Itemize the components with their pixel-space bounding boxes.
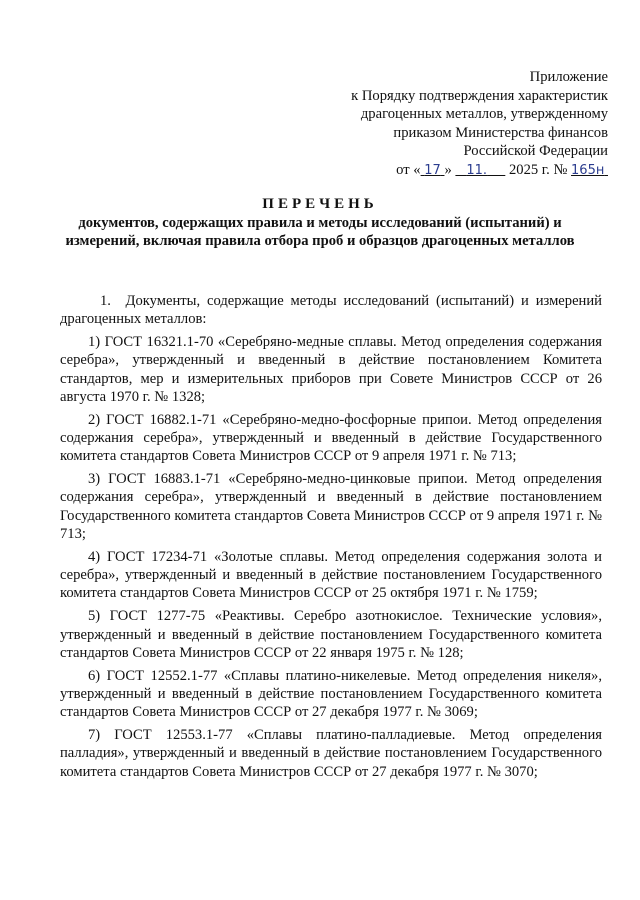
appendix-line: Российской Федерации [463, 143, 608, 159]
list-item: 5) ГОСТ 1277-75 «Реактивы. Серебро азотнокислое. Технические условия», утвержденный и введенный в действие постановлением Государственного комитета стандартов Совета Министров СССР от 22 января 1975 г. № 128; [60, 608, 602, 661]
appendix-line: Приложение [529, 69, 608, 85]
appendix-line: к Порядку подтверждения характеристик [351, 87, 608, 104]
document-title: ПЕРЕЧЕНЬ [262, 196, 378, 212]
date-year: 2025 г. № [508, 161, 568, 178]
appendix-line: драгоценных металлов, утвержденному [360, 106, 608, 122]
date-prefix: от « [396, 161, 421, 178]
list-item: 1) ГОСТ 16321.1-70 «Серебряно-медные сплавы. Метод определения содержания серебра», утвержденный и введенный в действие постановлением Комитета стандартов, мер и измерительных приборов при Совете Министров СССР от 26 августа 1970 г. № 1328; [60, 334, 602, 405]
appendix-header [308, 68, 608, 180]
order-number: 165н [571, 162, 605, 178]
section-heading: 1. Документы, содержащие методы исследований (испытаний) и измерений драгоценных металлов: [60, 293, 602, 328]
date-day-field [421, 162, 445, 178]
date-sep: » [444, 161, 452, 178]
document-body [60, 292, 602, 785]
list-item: 4) ГОСТ 17234-71 «Золотые сплавы. Метод определения содержания золота и серебра», утвержденный и введенный в действие постановлением Государственного комитета стандартов Совета Министров СССР от 25 октября 1971 г. № 1759; [60, 548, 602, 602]
list-item: 2) ГОСТ 16882.1-71 «Серебряно-медно-фосфорные припои. Метод определения содержания серебра», утвержденный и введенный в действие Государственного комитета стандартов Совета Министров СССР от 9 апреля 1971 г. № 713; [60, 411, 602, 465]
order-date-line [308, 161, 608, 181]
date-month-field [455, 162, 505, 178]
date-month: 11. [466, 162, 488, 178]
list-item: 6) ГОСТ 12552.1-77 «Сплавы платино-никелевые. Метод определения никеля», утвержденный и введенный в действие постановлением Государственного комитета стандартов Совета Министров СССР от 27 декабря 1977 г. № 3069; [60, 667, 602, 721]
list-item: 3) ГОСТ 16883.1-71 «Серебряно-медно-цинковые припои. Метод определения содержания серебра», утвержденный и введенный в действие постановлением Государственного комитета стандартов Совета Министров СССР от 9 апреля 1971 г. № 713; [60, 471, 602, 543]
list-item: 7) ГОСТ 12553.1-77 «Сплавы платино-палладиевые. Метод определения палладия», утвержденный и введенный в действие постановлением Государственного комитета стандартов Совета Министров СССР от 27 декабря 1977 г. № 3070; [60, 727, 602, 780]
order-number-field [571, 162, 608, 178]
appendix-line: приказом Министерства финансов [393, 124, 608, 141]
date-day: 17 [424, 162, 441, 178]
document-subtitle: документов, содержащих правила и методы исследований (испытаний) и измерений, включая правила отбора проб и образцов драгоценных металлов [65, 215, 575, 249]
